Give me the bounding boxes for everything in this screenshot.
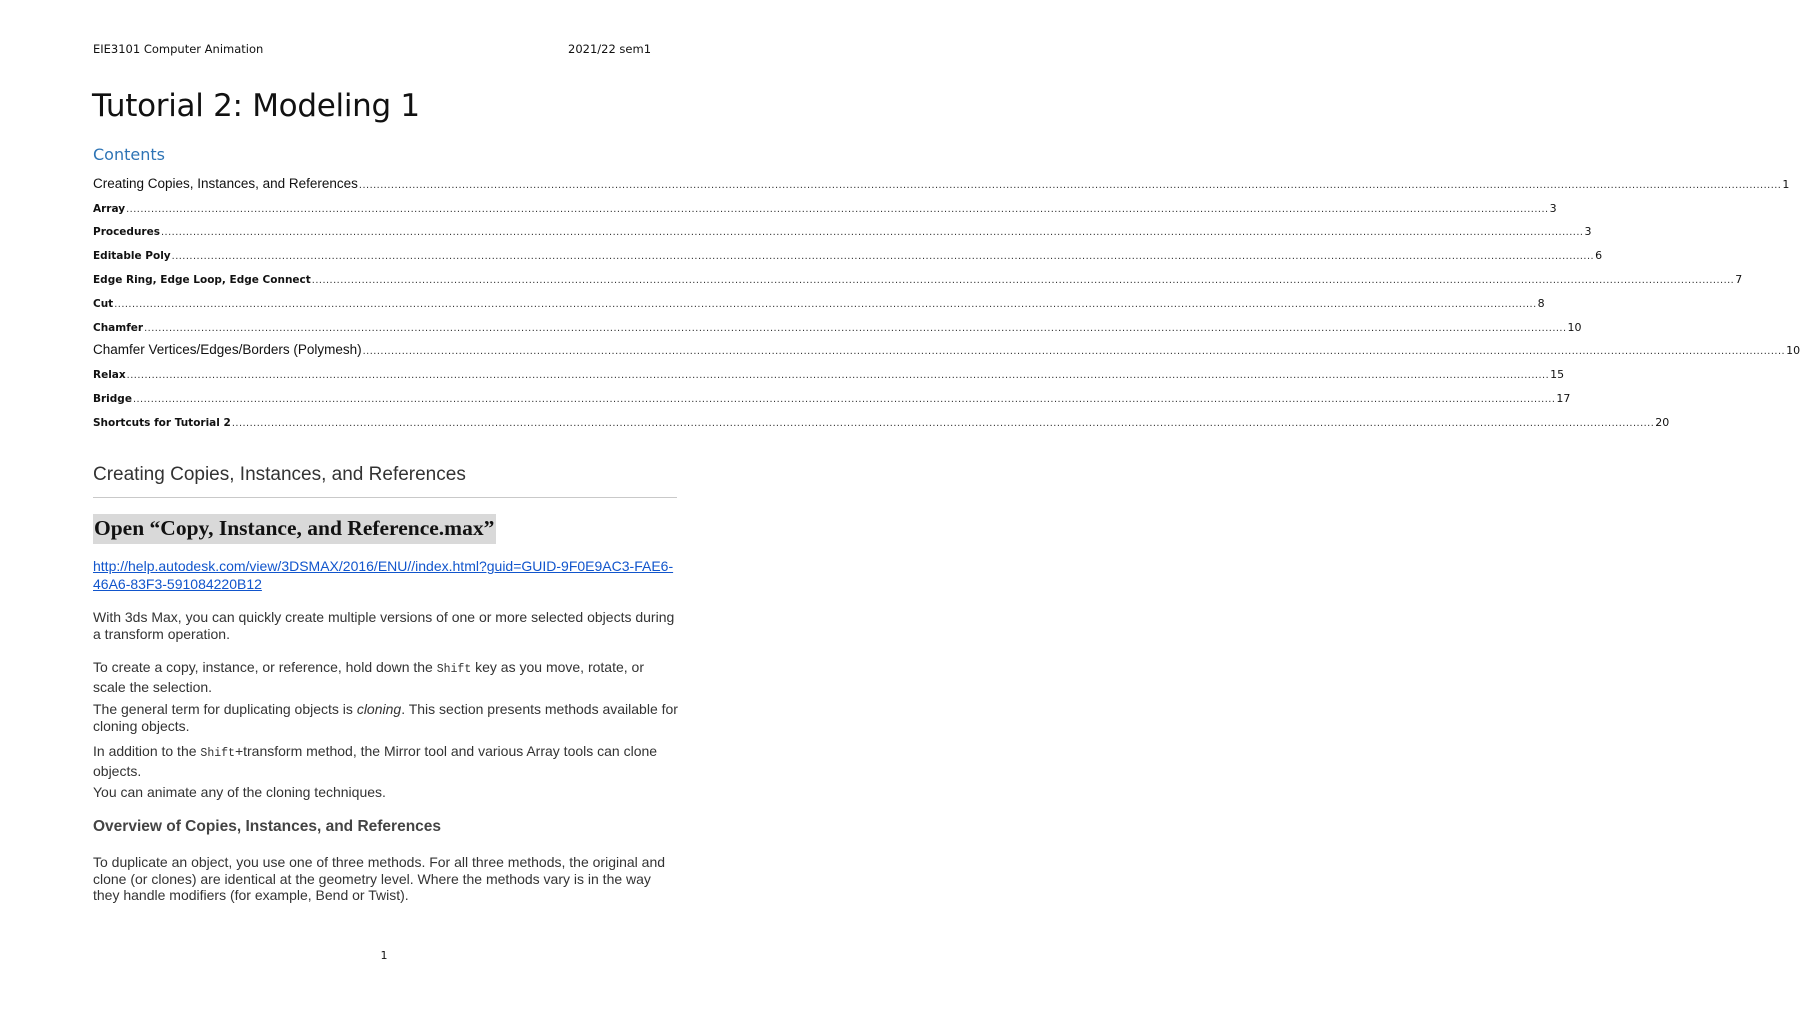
toc-entry[interactable] [93, 357, 1565, 382]
table-of-contents [93, 167, 1800, 429]
paragraph-text: +transform method, the Mirror tool and various Array tools can clone objects. [93, 743, 658, 779]
toc-entry-page: 17 [1556, 391, 1571, 405]
toc-entry[interactable] [93, 405, 1670, 429]
toc-entry-page: 6 [1595, 249, 1603, 263]
page-number: 1 [380, 949, 388, 962]
duplicate-methods-paragraph: To duplicate an object, you use one of three methods. For all three methods, the original and clone (or clones) are identical at the geometry level. Where the methods vary is in the way they handle modifiers (for example, Bend or Twist). [93, 854, 666, 904]
toc-dot-leader: ................................................................................................................................................................................................................................................................................................................................................................................................................ [358, 178, 1782, 191]
toc-entry-label: Cut [93, 297, 114, 310]
toc-entry-label: Chamfer Vertices/Edges/Borders (Polymesh) [93, 342, 362, 358]
toc-entry-label: Relax [93, 369, 126, 382]
overview-heading: Overview of Copies, Instances, and References [93, 818, 442, 835]
section-heading: Creating Copies, Instances, and References [93, 464, 466, 485]
toc-entry-label: Shortcuts for Tutorial 2 [93, 416, 231, 429]
toc-dot-leader: ................................................................................................................................................................................................................................................................................................................................................................................................................ [144, 321, 1567, 334]
clone-tools-paragraph [93, 743, 678, 779]
toc-entry-page: 10 [1786, 344, 1800, 358]
toc-entry-page: 1 [1782, 177, 1790, 191]
toc-entry-page: 3 [1584, 225, 1592, 239]
toc-entry-page: 7 [1735, 272, 1743, 286]
paragraph-text: The general term for duplicating objects is [93, 701, 357, 717]
document-title: Tutorial 2: Modeling 1 [92, 88, 420, 124]
toc-entry-page: 8 [1537, 296, 1545, 310]
toc-entry[interactable] [93, 286, 1545, 310]
toc-entry-page: 3 [1549, 201, 1557, 215]
paragraph-text: In addition to the [93, 743, 201, 759]
toc-entry-label: Editable Poly [93, 250, 171, 263]
paragraph-text: key as you move, rotate, or scale the selection. [93, 659, 644, 695]
toc-entry[interactable] [93, 215, 1592, 239]
toc-dot-leader: ................................................................................................................................................................................................................................................................................................................................................................................................................ [132, 392, 1556, 405]
open-file-heading: Open “Copy, Instance, and Reference.max” [93, 514, 496, 544]
cloning-paragraph [93, 701, 678, 734]
toc-entry[interactable] [93, 167, 1790, 191]
toc-entry-label: Creating Copies, Instances, and References [93, 175, 358, 191]
toc-entry-page: 15 [1550, 368, 1565, 382]
toc-entry-label: Edge Ring, Edge Loop, Edge Connect [93, 273, 311, 286]
toc-entry[interactable] [93, 238, 1603, 263]
toc-entry-label: Procedures [93, 226, 160, 239]
toc-dot-leader: ................................................................................................................................................................................................................................................................................................................................................................................................................ [231, 416, 1655, 429]
shift-key-code: Shift [436, 663, 472, 676]
toc-entry[interactable] [93, 191, 1557, 215]
toc-dot-leader: ................................................................................................................................................................................................................................................................................................................................................................................................................ [311, 273, 1735, 286]
toc-entry[interactable] [93, 381, 1571, 405]
toc-entry-label: Bridge [93, 392, 132, 405]
paragraph-text: . This section presents methods available for cloning objects. [93, 701, 678, 734]
toc-dot-leader: ................................................................................................................................................................................................................................................................................................................................................................................................................ [171, 250, 1595, 263]
intro-paragraph: With 3ds Max, you can quickly create multiple versions of one or more selected objects during a transform operation. [93, 609, 675, 642]
contents-heading: Contents [93, 145, 165, 164]
paragraph-text: To create a copy, instance, or reference, hold down the [93, 659, 437, 675]
toc-entry[interactable] [93, 334, 1800, 358]
cloning-term: cloning [356, 701, 402, 717]
autodesk-help-link[interactable]: http://help.autodesk.com/view/3DSMAX/2016/ENU//index.html?guid=GUID-9F0E9AC3-FAE6-46A6-83F3-591084220B12 [93, 558, 674, 592]
toc-entry-label: Chamfer [93, 321, 144, 334]
toc-dot-leader: ................................................................................................................................................................................................................................................................................................................................................................................................................ [160, 226, 1584, 239]
toc-entry[interactable] [93, 262, 1743, 286]
toc-entry-label: Array [93, 202, 126, 215]
toc-entry-page: 20 [1655, 415, 1670, 429]
toc-dot-leader: ................................................................................................................................................................................................................................................................................................................................................................................................................ [126, 202, 1549, 215]
running-header-course: EIE3101 Computer Animation [93, 42, 264, 56]
animate-paragraph: You can animate any of the cloning techniques. [93, 784, 386, 800]
toc-dot-leader: ................................................................................................................................................................................................................................................................................................................................................................................................................ [362, 345, 1786, 358]
shift-key-code: Shift [200, 747, 235, 760]
toc-dot-leader: ................................................................................................................................................................................................................................................................................................................................................................................................................ [126, 369, 1550, 382]
shift-key-paragraph [93, 659, 678, 695]
toc-entry[interactable] [93, 310, 1582, 334]
section-divider [93, 497, 677, 498]
toc-entry-page: 10 [1567, 320, 1582, 334]
toc-dot-leader: ................................................................................................................................................................................................................................................................................................................................................................................................................ [114, 297, 1537, 310]
running-header-semester: 2021/22 sem1 [568, 42, 652, 56]
